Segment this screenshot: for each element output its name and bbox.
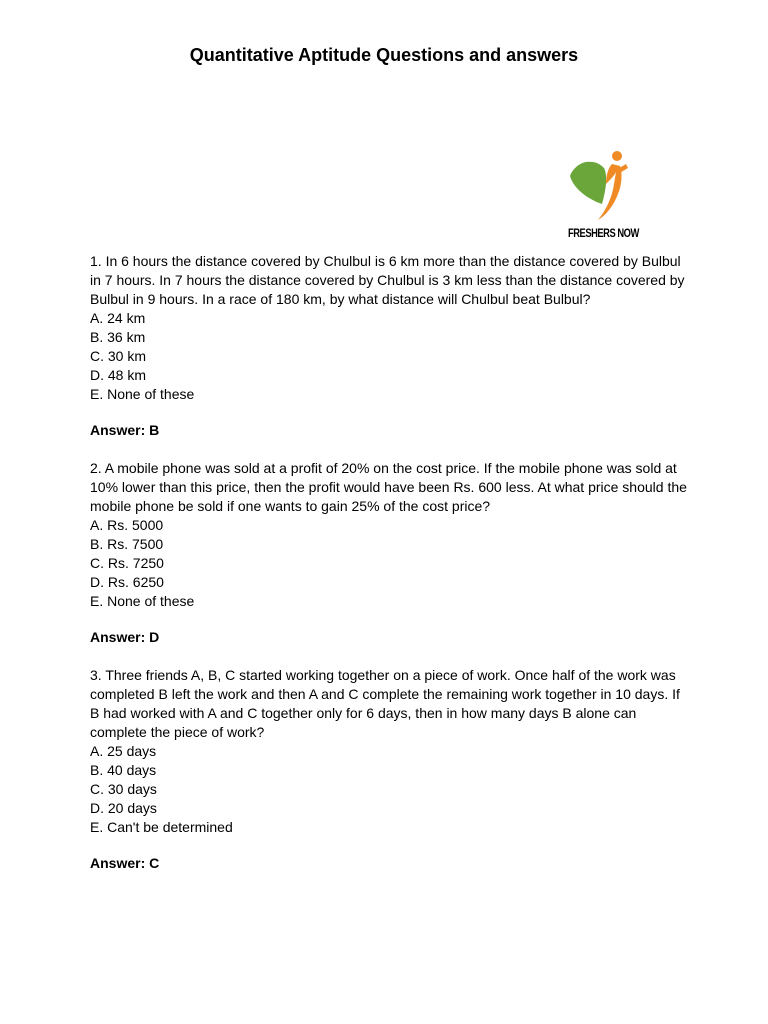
option-item: E. None of these: [90, 386, 195, 402]
answer-1: Answer: B: [90, 422, 160, 438]
answer-2: Answer: D: [90, 629, 160, 645]
page-title: Quantitative Aptitude Questions and answers: [189, 45, 579, 65]
logo-text: FRESHERS NOW: [568, 226, 639, 240]
option-item: A. 25 days: [90, 743, 157, 759]
question-1: [90, 252, 690, 404]
option-item: C. Rs. 7250: [90, 555, 164, 571]
option-item: D. 48 km: [90, 367, 147, 383]
option-item: D. Rs. 6250: [90, 574, 164, 590]
question-3: [90, 666, 690, 837]
option-item: A. 24 km: [90, 310, 146, 326]
option-item: A. Rs. 5000: [90, 517, 164, 533]
options-list: [90, 516, 690, 611]
option-item: B. 36 km: [90, 329, 146, 345]
option-item: C. 30 days: [90, 781, 157, 797]
question-text: 1. In 6 hours the distance covered by Chulbul is 6 km more than the distance covered by Bulbul in 7 hours. In 7 hours the distance covered by Chulbul is 3 km less than the distance covered by Bulbul in 9 hours. In a race of 180 km, by what distance will Chulbul beat Bulbul?: [90, 253, 685, 307]
question-text: 3. Three friends A, B, C started working together on a piece of work. Once half of the work was completed B left the work and then A and C complete the remaining work together in 10 days. If B had worked with A and C together only for 6 days, then in how many days B alone can complete the piece of work?: [90, 667, 680, 740]
question-text: 2. A mobile phone was sold at a profit of 20% on the cost price. If the mobile phone was sold at 10% lower than this price, then the profit would have been Rs. 600 less. At what price should the mobile phone be sold if one wants to gain 25% of the cost price?: [90, 460, 687, 514]
option-item: B. 40 days: [90, 762, 157, 778]
option-item: E. None of these: [90, 593, 195, 609]
options-list: [90, 309, 690, 404]
option-item: B. Rs. 7500: [90, 536, 164, 552]
option-item: D. 20 days: [90, 800, 157, 816]
option-item: E. Can't be determined: [90, 819, 233, 835]
runner-icon: [568, 146, 640, 224]
options-list: [90, 742, 690, 837]
option-item: C. 30 km: [90, 348, 147, 364]
answer-3: Answer: C: [90, 855, 160, 871]
freshers-now-logo: [568, 146, 648, 246]
question-2: [90, 459, 690, 611]
